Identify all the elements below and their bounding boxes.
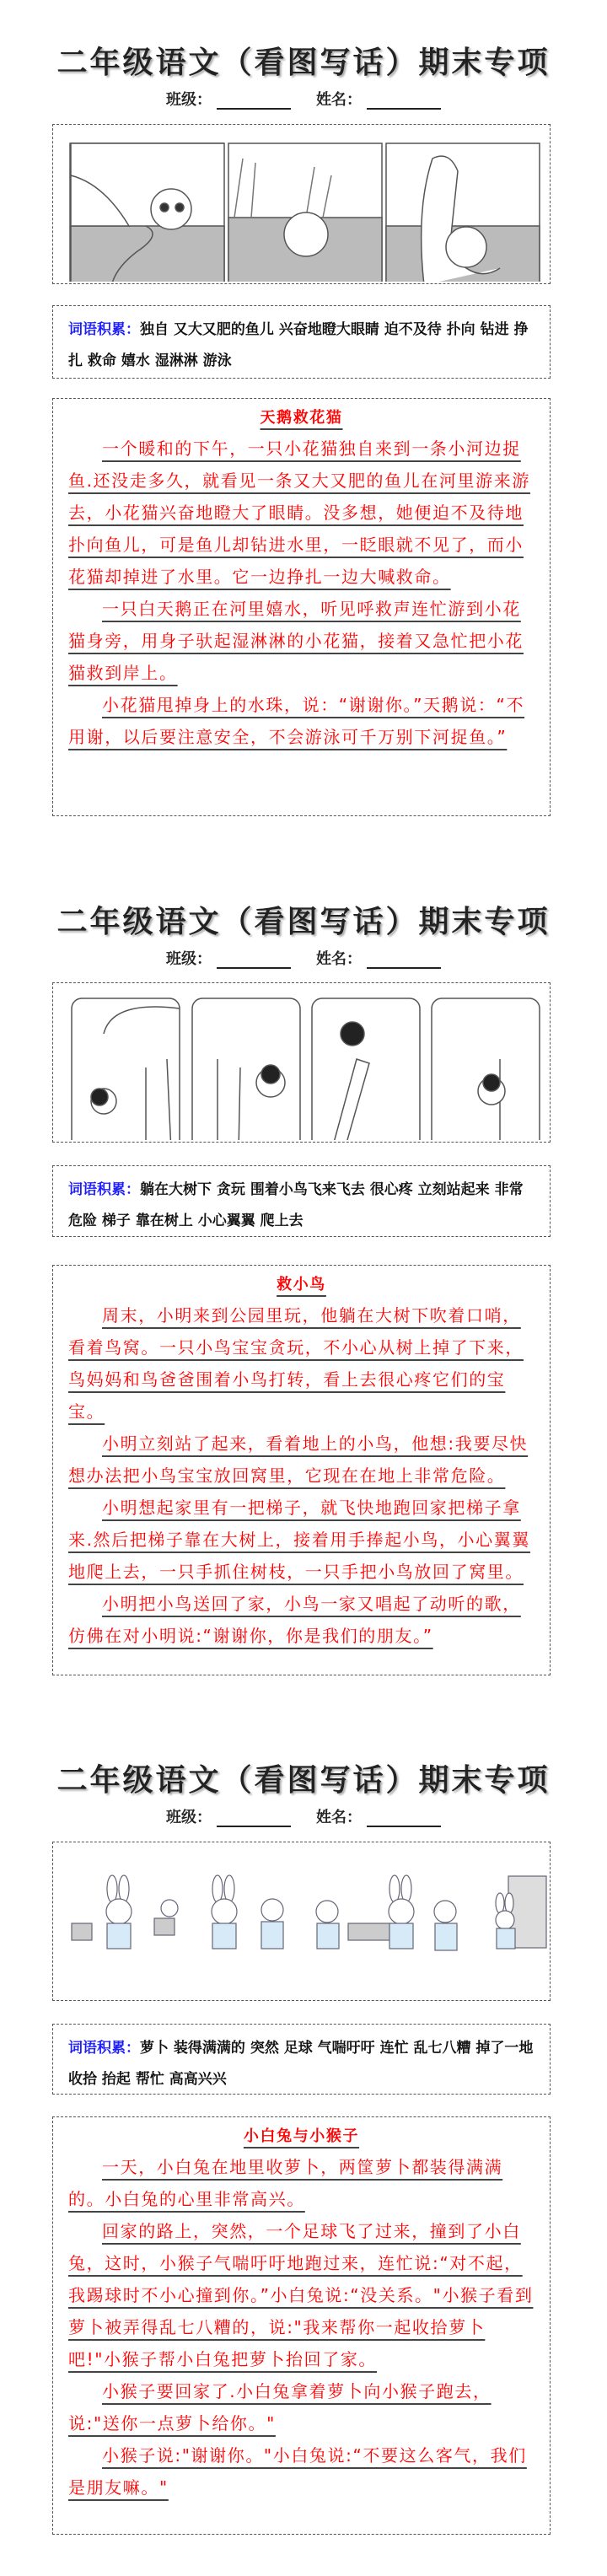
name-label: 姓名：	[316, 1809, 362, 1826]
story-paragraph: 小猴子要回家了.小白兔拿着萝卜向小猴子跑去，说:"送你一点萝卜给你。"	[68, 2381, 492, 2433]
vocabulary-box	[52, 1165, 551, 1237]
name-blank[interactable]	[367, 952, 441, 969]
class-blank[interactable]	[217, 93, 291, 110]
story-paragraph: 小明把小鸟送回了家，小鸟一家又唱起了动听的歌，仿佛在对小明说:“谢谢你，你是我们的朋友。”	[68, 1594, 521, 1646]
story-paragraph: 一只白天鹅正在河里嬉水，听见呼救声连忙游到小花猫身旁，用身子驮起湿淋淋的小花猫，接着又急忙把小花猫救到岸上。	[68, 599, 524, 683]
class-blank[interactable]	[217, 952, 291, 969]
picture-box	[52, 982, 551, 1143]
class-label: 班级：	[166, 950, 212, 968]
name-label: 姓名：	[316, 950, 362, 968]
story-title	[68, 1271, 534, 1299]
story-paragraph: 回家的路上，突然，一个足球飞了过来，撞到了小白兔，这时，小猴子气喘吁吁地跑过来，连忙说:“对不起，我踢球时不小心撞到你。”小白兔说:“没关系。"小猴子看到萝卜被弄得乱七八糟的，说:"我来帮你一起收拾萝卜吧!"小猴子帮小白兔把萝卜抬回了家。	[68, 2221, 534, 2369]
picture-box	[52, 1842, 551, 2001]
story-title-text: 小白兔与小猴子	[243, 2127, 360, 2145]
class-name-line	[0, 947, 607, 969]
class-blank[interactable]	[217, 1810, 291, 1827]
vocabulary-label: 词语积累：	[68, 321, 140, 338]
story-paragraph: 小猴子说:"谢谢你。"小白兔说:“不要这么客气，我们是朋友嘛。"	[68, 2445, 527, 2498]
story-box	[52, 1265, 551, 1675]
story-paragraph: 小明想起家里有一把梯子，就飞快地跑回家把梯子拿来.然后把梯子靠在大树上，接着用手捧起小鸟，小心翼翼地爬上去，一只手抓住树枝，一只手把小鸟放回了窝里。	[68, 1498, 530, 1582]
vocabulary-box	[52, 305, 551, 379]
story-title-text: 救小鸟	[277, 1276, 326, 1293]
story-box	[52, 398, 551, 816]
worksheet-title: 二年级语文（看图写话）期末专项	[56, 904, 551, 939]
cat-swan-comic-illustration	[53, 125, 549, 282]
vocabulary-box	[52, 2024, 551, 2095]
story-paragraph: 一天，小白兔在地里收萝卜，两筐萝卜都装得满满的。小白兔的心里非常高兴。	[68, 2157, 503, 2209]
class-name-line	[0, 1805, 607, 1827]
name-blank[interactable]	[367, 93, 441, 110]
vocabulary-words: 萝卜 装得满满的 突然 足球 气喘吁吁 连忙 乱七八糟 掉了一地 收拾 抬起 帮忙 高高兴兴	[68, 2040, 534, 2088]
picture-box	[52, 124, 551, 284]
boy-saves-bird-comic-illustration	[53, 983, 549, 1140]
story-title-text: 天鹅救花猫	[260, 409, 343, 427]
vocabulary-words: 独自 又大又肥的鱼儿 兴奋地瞪大眼睛 迫不及待 扑向 钻进 挣扎 救命 嬉水 湿淋淋 游泳	[68, 321, 529, 369]
worksheet-title: 二年级语文（看图写话）期末专项	[56, 45, 551, 80]
class-label: 班级：	[166, 91, 212, 109]
class-name-line	[0, 88, 607, 110]
story-paragraph: 周末，小明来到公园里玩，他躺在大树下吹着口哨，看着鸟窝。一只小鸟宝宝贪玩，不小心从树上掉了下来，鸟妈妈和鸟爸爸围着小鸟打转，看上去很心疼它们的宝宝。	[68, 1305, 524, 1422]
story-paragraph: 小花猫甩掉身上的水珠，说：“谢谢你。”天鹅说：“不用谢，以后要注意安全，不会游泳可千万别下河捉鱼。”	[68, 695, 525, 747]
vocabulary-label: 词语积累：	[68, 1181, 140, 1198]
name-blank[interactable]	[367, 1810, 441, 1827]
worksheet-title: 二年级语文（看图写话）期末专项	[56, 1762, 551, 1798]
name-label: 姓名：	[316, 91, 362, 109]
story-paragraph: 小明立刻站了起来，看着地上的小鸟，他想:我要尽快想办法把小鸟宝宝放回窝里，它现在在地上非常危险。	[68, 1433, 529, 1486]
vocabulary-words: 躺在大树下 贪玩 围着小鸟飞来飞去 很心疼 立刻站起来 非常危险 梯子 靠在树上 小心翼翼 爬上去	[68, 1181, 524, 1229]
story-paragraph: 一个暖和的下午，一只小花猫独自来到一条小河边捉鱼.还没走多久，就看见一条又大又肥的鱼儿在河里游来游去，小花猫兴奋地瞪大了眼睛。没多想，她便迫不及待地扑向鱼儿，可是鱼儿却钻进水里，一眨眼就不见了，而小花猫却掉进了水里。它一边挣扎一边大喊救命。	[68, 438, 530, 587]
story-title	[68, 404, 534, 433]
class-label: 班级：	[166, 1809, 212, 1826]
rabbit-monkey-comic-illustration	[53, 1842, 549, 1998]
story-box	[52, 2116, 551, 2535]
vocabulary-label: 词语积累：	[68, 2040, 140, 2057]
story-title	[68, 2122, 534, 2151]
